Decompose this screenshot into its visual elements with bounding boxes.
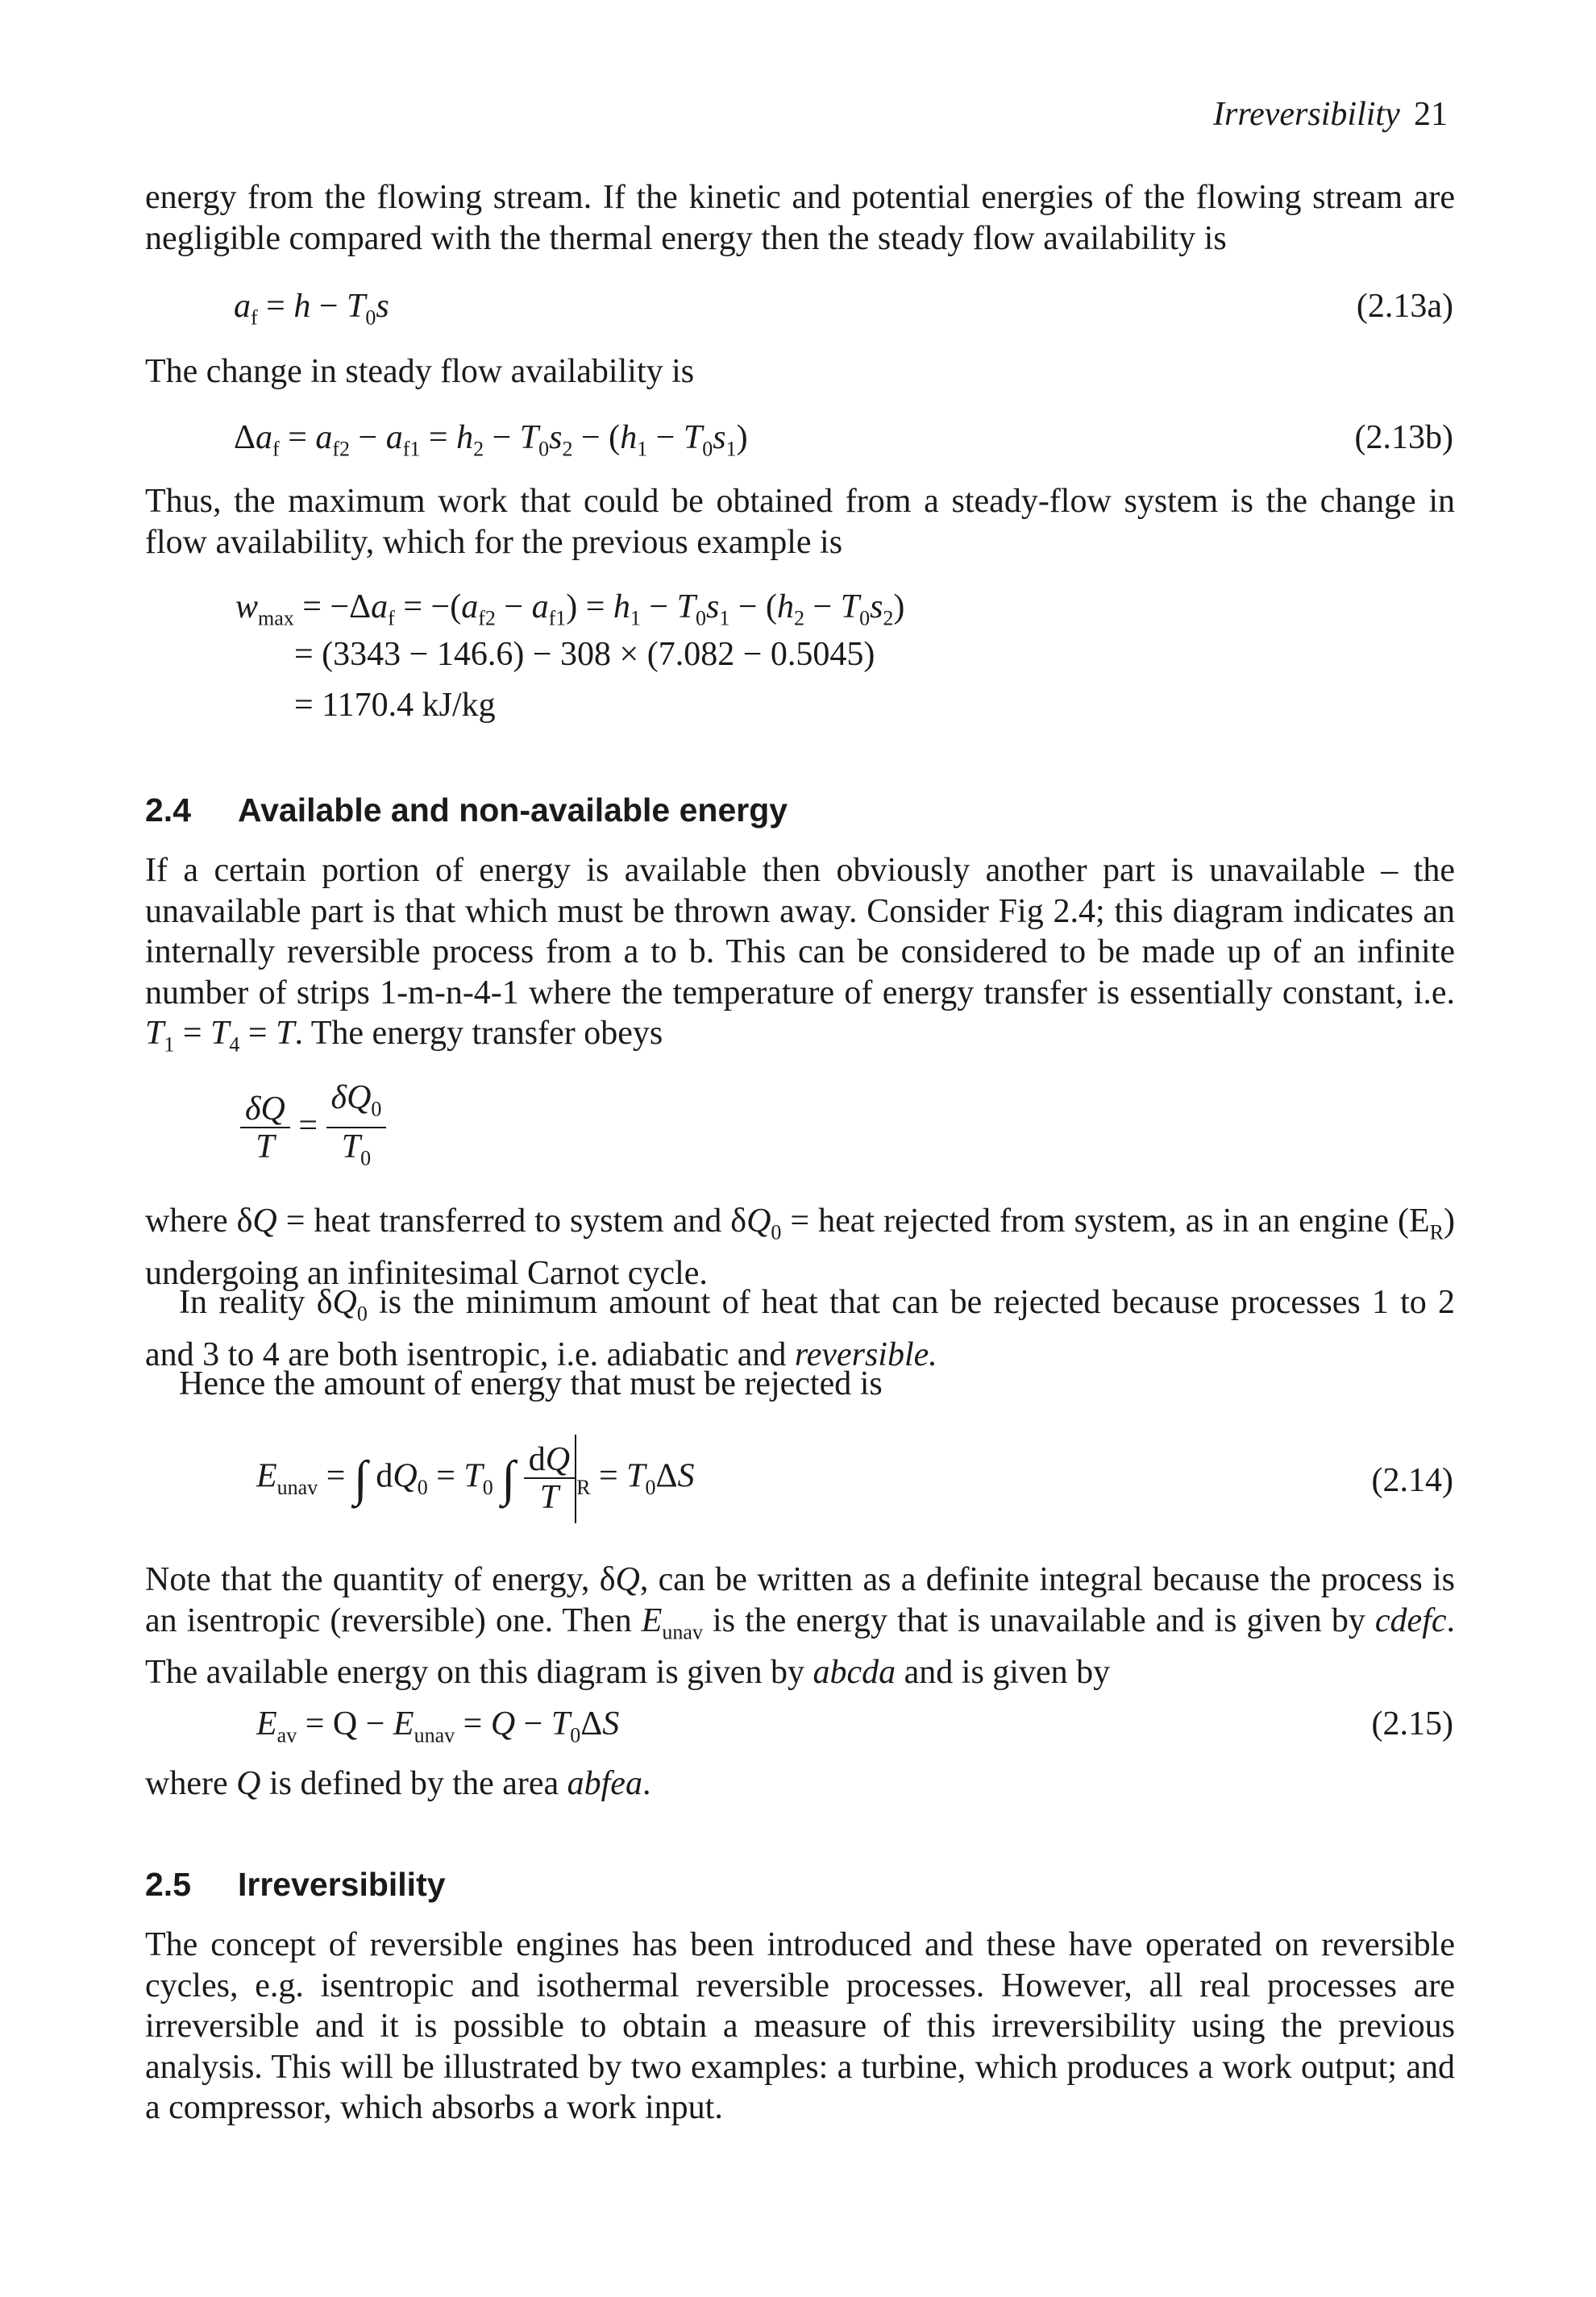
equation-wmax-line3: = 1170.4 kJ/kg: [294, 687, 496, 724]
page-number: 21: [1414, 96, 1448, 133]
equation-number-2-15: (2.15): [1371, 1705, 1453, 1742]
section-title: Irreversibility: [238, 1866, 446, 1903]
paragraph-minimum-heat: In reality $\delta Q_0$ is the minimum amount of heat that can be rejected because processes 1 to 2 and 3 to 4 are both isentropic, i.e. adiabatic and reversible.: [145, 1284, 1455, 1373]
section-number: 2.5: [145, 1866, 191, 1903]
paragraph-energy-rejected: Hence the amount of energy that must be rejected is: [179, 1365, 883, 1402]
section-title: Available and non-available energy: [238, 791, 788, 829]
paragraph-change-availability: The change in steady flow availability is: [145, 353, 695, 390]
paragraph-available-energy: If a certain portion of energy is available then obviously another part is unavailable – the unavailable part is that which must be thrown away. Consider Fig 2.4; this diagram indicates an internally reversible process from a to b. This can be considered to be made up of an infinite number of strips 1-m-n-4-1 where the temperature of energy transfer is essentially constant, i.e. $T_1 = T_4 = T$. The energy transfer obeys: [145, 852, 1455, 1057]
equation-wmax-line1: $w_{max} = -\Delta a_f = -(a_{f2} - a_{f1}) = h_1 - T_0s_1 - (h_2 - T_0s_2)$: [235, 588, 905, 630]
paragraph-definite-integral: Note that the quantity of energy, δQ, can be written as a definite integral because the process is an isentropic (reversible) one. Then $E_{unav}$ is the energy that is unavailable and is given by cdefc. The available energy on this diagram is given by abcda and is given by: [145, 1561, 1456, 1692]
equation-number-2-14: (2.14): [1371, 1462, 1453, 1499]
section-heading-2-4: [145, 790, 788, 830]
paragraph-max-work: Thus, the maximum work that could be obtained from a steady-flow system is the change in flow availability, which for the previous example is: [145, 483, 1455, 561]
paragraph-heat-definitions: where δQ = heat transferred to system and $\delta Q_0$ = heat rejected from system, as in an engine $(E_R)$ undergoing an infinitesimal Carnot cycle.: [145, 1202, 1456, 1292]
equation-number-2-13a: (2.13a): [1356, 288, 1453, 325]
equation-number-2-13b: (2.13b): [1354, 419, 1453, 456]
paragraph-steady-flow-intro: energy from the flowing stream. If the kinetic and potential energies of the flowing stream are negligible compared with the thermal energy then the steady flow availability is: [145, 179, 1455, 257]
equation-2-13a: $a_f = h - T_0s$: [234, 288, 389, 330]
section-heading-2-5: [145, 1864, 446, 1904]
section-number: 2.4: [145, 791, 191, 829]
paragraph-irreversibility: The concept of reversible engines has been introduced and these have operated on reversible cycles, e.g. isentropic and isothermal reversible processes. However, all real processes are irreversible and it is possible to obtain a measure of this irreversibility using the previous analysis. This will be illustrated by two examples: a turbine, which produces a work output; and a compressor, which absorbs a work input.: [145, 1926, 1455, 2126]
running-title: Irreversibility: [1213, 96, 1400, 133]
equation-heat-ratio: $\frac{\delta Q}{T}$ = $\frac{\delta Q_0}{T_0}$: [240, 1080, 386, 1178]
equation-2-13b: $\Delta a_f = a_{f2} - a_{f1} = h_2 - T_0s_2 - (h_1 - T_0s_1)$: [234, 419, 748, 461]
paragraph-area-definition: where Q is defined by the area abfea.: [145, 1765, 651, 1802]
equation-2-15: $E_{av} = Q - E_{unav} = Q - T_0\Delta S$: [256, 1705, 620, 1747]
equation-2-14: $E_{unav}$ = ∫ $dQ_0 = T_0$ ∫ $\frac{dQ}{T}$ $_R = T_0\Delta S$: [256, 1435, 695, 1523]
equation-wmax-line2: = (3343 − 146.6) − 308 × (7.082 − 0.5045): [294, 636, 875, 673]
